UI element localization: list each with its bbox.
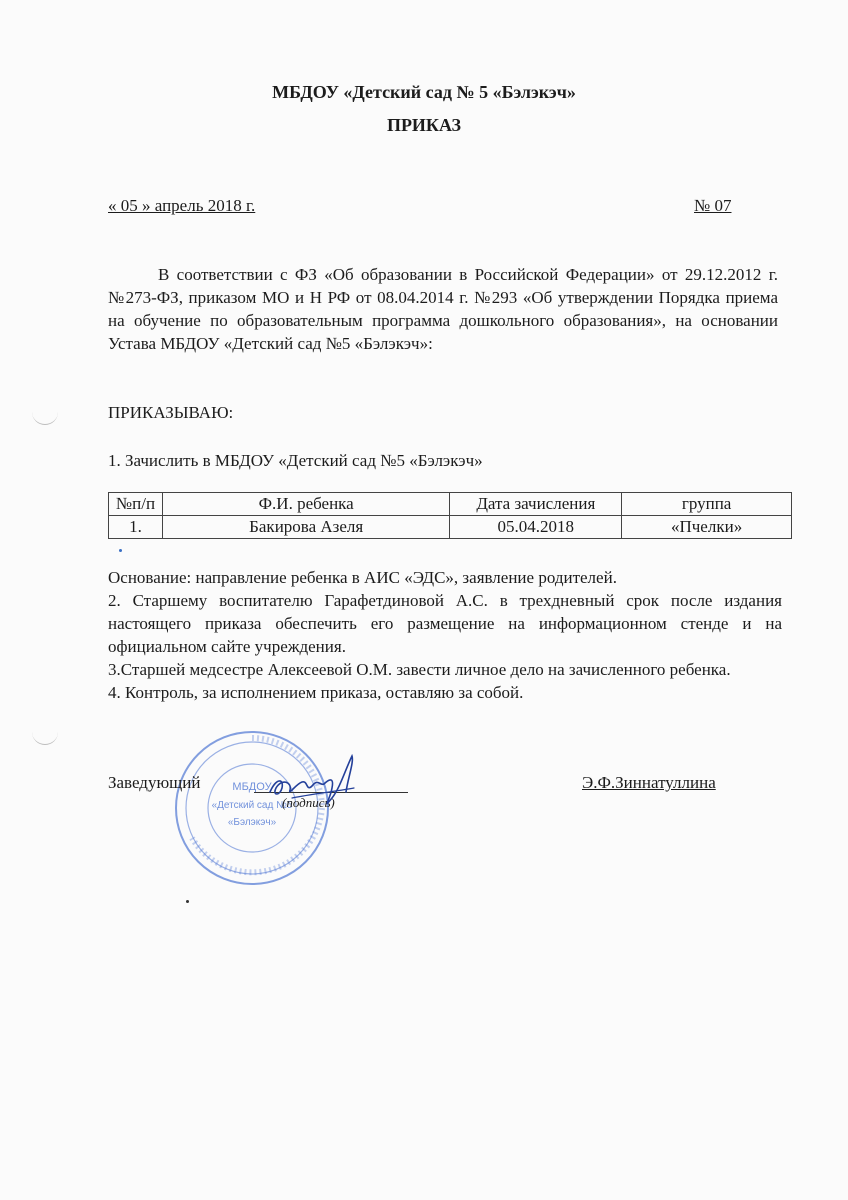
order-date: « 05 » апрель 2018 г. [108,196,256,215]
punch-hole-mark [32,412,58,425]
stamp-text: МБДОУ [232,781,272,793]
column-header: №п/п [109,493,163,516]
column-header: группа [622,493,792,516]
signer-name: Э.Ф.Зиннатуллина [582,773,716,792]
preamble-paragraph: В соответствии с ФЗ «Об образовании в Российской Федерации» от 29.12.2012 г. №273-ФЗ, приказом МО и Н РФ от 08.04.2014 г. №293 «Об утверждении Порядка приема на обучение по образовательным программа дошкольного образования», на основании Устава МБДОУ «Детский сад №5 «Бэлэкэч»: [108,265,778,353]
basis-line: Основание: направление ребенка в АИС «ЭДС», заявление родителей. [108,568,617,587]
ink-speck [119,549,122,552]
signer-role: Заведующий [108,773,201,792]
table-cell: Бакирова Азеля [162,516,449,539]
column-header: Дата зачисления [450,493,622,516]
order-keyword: ПРИКАЗЫВАЮ: [108,403,234,422]
organization-name: МБДОУ «Детский сад № 5 «Бэлэкэч» [272,82,576,102]
enrollment-table [108,492,792,539]
order-item-1: 1. Зачислить в МБДОУ «Детский сад №5 «Бэлэкэч» [108,451,483,470]
stamp-text: «Бэлэкэч» [227,817,277,828]
document-title: ПРИКАЗ [386,115,462,135]
punch-hole-mark [32,732,58,745]
table-cell: «Пчелки» [622,516,792,539]
order-item-4: 4. Контроль, за исполнением приказа, оставляю за собой. [108,683,524,702]
table-cell: 1. [109,516,163,539]
handwritten-signature [262,748,362,818]
stamp-text: «Детский сад №5 [211,800,293,811]
table-header-row [109,493,792,516]
signature-caption: (подпись) [282,795,335,810]
order-item-3: 3.Старшей медсестре Алексеевой О.М. завести личное дело на зачисленного ребенка. [108,660,731,679]
table-cell: 05.04.2018 [450,516,622,539]
column-header: Ф.И. ребенка [162,493,449,516]
ink-speck [186,900,189,903]
table-row [109,516,792,539]
body-text-block [108,566,782,704]
order-number: № 07 [694,196,732,215]
order-item-2: 2. Старшему воспитателю Гарафетдиновой А.С. в трехдневный срок после издания настоящего приказа обеспечить его размещение на информационном стенде и на официальном сайте учреждения. [108,591,782,656]
